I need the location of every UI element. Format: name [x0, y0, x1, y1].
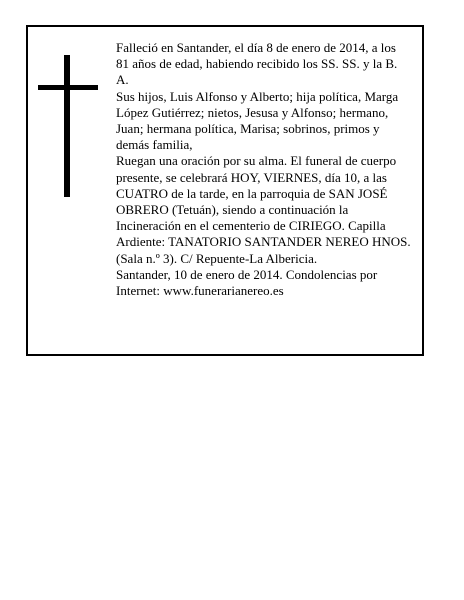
obituary-notice [26, 25, 424, 356]
cross-horizontal-bar [38, 85, 98, 90]
notice-paragraph-funeral: Ruegan una oración por su alma. El funeral de cuerpo presente, se celebrará HOY, VIERNES, día 10, a las CUATRO de la tarde, en la parroquia de SAN JOSÉ OBRERO (Tetuán), siendo a continuación la Incineración en el cementerio de CIRIEGO. Capilla Ardiente: TANATORIO SANTANDER NEREO HNOS. (Sala n.º 3). C/ Repuente-La Albericia. [116, 153, 411, 266]
notice-paragraph-death: Falleció en Santander, el día 8 de enero de 2014, a los 81 años de edad, habiendo recibido los SS. SS. y la B. A. [116, 40, 398, 88]
cross-icon [38, 55, 98, 197]
cross-vertical-bar [64, 55, 70, 197]
notice-paragraph-signature: Santander, 10 de enero de 2014. Condolencias por Internet: www.funerarianereo.es [116, 266, 378, 299]
notice-text [116, 40, 412, 299]
notice-paragraph-family: Sus hijos, Luis Alfonso y Alberto; hija política, Marga López Gutiérrez; nietos, Jesusa y Alfonso; hermano, Juan; hermana política, Marisa; sobrinos, primos y demás familia, [116, 88, 399, 153]
